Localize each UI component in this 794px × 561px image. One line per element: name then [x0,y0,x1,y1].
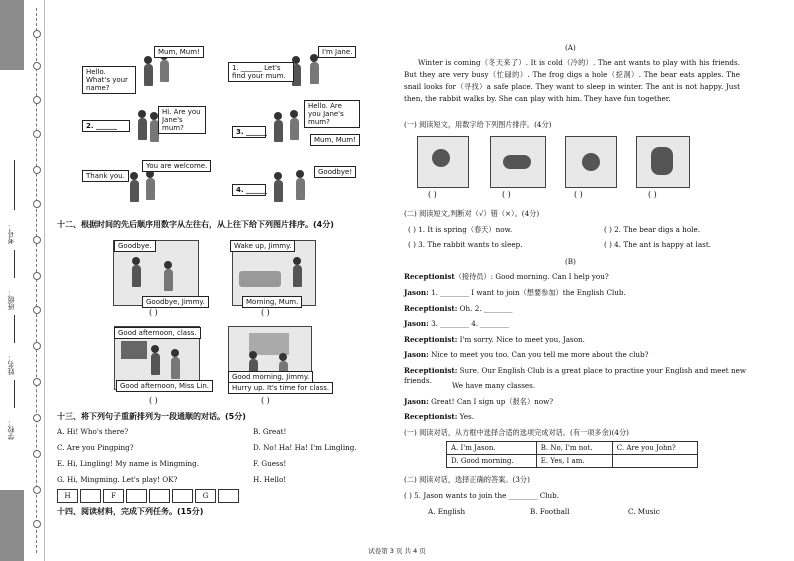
speech-bubble: Good afternoon, Miss Lin. [116,380,213,392]
order-picture-1 [417,136,469,188]
q11-comics [80,42,390,207]
line-text[interactable]: Oh. 2. ________ [457,304,513,313]
child-figure [160,60,169,82]
order-box[interactable] [80,489,101,503]
gutter-hole [33,166,41,174]
dialogue-line [404,335,744,345]
speech-bubble: I'm Jane. [318,46,356,58]
order-picture-3 [565,136,617,188]
q13-option-f: F. Guess! [253,459,287,468]
answer-paren[interactable]: ( ) [261,396,270,405]
option-d: D. Good morning. [447,455,537,468]
gutter-hole [33,450,41,458]
exam-number-field[interactable] [14,160,15,210]
child-figure [138,118,147,140]
speech-bubble: Hi. Are you Jane's mum? [158,106,206,134]
order-box[interactable] [218,489,239,503]
answer-bubble-4[interactable]: 4. ______ [232,184,266,196]
q13-order-boxes [55,487,241,505]
adult-figure [146,178,155,200]
dialogue-line [404,304,744,314]
child-head [144,56,152,64]
bear-shape [651,147,673,175]
dialogue-line [404,319,744,329]
answer-paren[interactable]: ( ) [149,396,158,405]
comic-panel-4 [230,100,390,146]
gutter-hole [33,200,41,208]
question-5[interactable]: ( ) 5. Jason wants to join the ________ Club. [404,491,560,500]
adult-head [132,257,140,265]
adult-figure [296,178,305,200]
q13-option-h: H. Hello! [253,475,287,484]
speech-bubble: Goodbye! [314,166,356,178]
speaker: Jason: [404,319,429,328]
dialogue-line [404,412,744,422]
child-figure [130,180,139,202]
adult-figure [293,265,302,287]
snail-shape [503,155,531,169]
speech-bubble: Mum, Mum! [154,46,204,58]
speaker: Receptionist: [404,304,458,313]
gutter-hole [33,130,41,138]
order-picture-4 [636,136,690,188]
child-head [274,172,282,180]
snail-shell-shape [582,153,600,171]
tf-item-1[interactable]: ( ) 1. It is spring（春天）now. [408,225,513,234]
passage-b-label: (B) [565,257,576,266]
line-text: : Good morning. Can I help you? [490,272,609,281]
child-figure [274,120,283,142]
dialogue-line [404,288,744,298]
gutter-hole [33,342,41,350]
line-text: Great! Can I sign up（报名）now? [428,397,554,406]
tf-item-2[interactable]: ( ) 2. The bear digs a hole. [604,225,700,234]
adult-head [293,257,301,265]
gutter-hole [33,272,41,280]
answer-paren[interactable]: ( ) [428,190,437,199]
speech-bubble: Thank you. [82,170,129,182]
line-text: I'm sorry. Nice to meet you, Jason. [457,335,585,344]
line-text: Nice to meet you too. Can you tell me more about the club? [428,350,649,359]
child-head [130,172,138,180]
class-label: 班级： [7,289,15,310]
gutter-hole [33,378,41,386]
speech-bubble: Hurry up. It's time for class. [228,382,333,394]
order-picture-2 [490,136,546,188]
q13-option-d: D. No! Ha! Ha! I'm Lingling. [253,443,357,452]
answer-paren[interactable]: ( ) [149,308,158,317]
page-footer: 试卷第 3 页 共 4 页 [368,547,426,555]
gutter-hole [33,520,41,528]
child-head [164,261,172,269]
dialogue-line [452,381,742,391]
passage-a-task2: (二) 阅读短文,判断对（√）错（×）。(4分) [404,209,540,218]
answer-bubble-1[interactable]: 1. ______ Let's find your mum. [228,62,294,82]
answer-paren[interactable]: ( ) [648,190,657,199]
child-head [279,353,287,361]
gutter-hole [33,414,41,422]
gutter-hole [33,486,41,494]
adult-head [150,112,158,120]
choice-c[interactable]: C. Music [628,507,660,516]
choice-b[interactable]: B. Football [530,507,570,516]
gutter-cut-line [36,8,37,553]
frog-shape [432,149,450,167]
child-figure [144,64,153,86]
gutter-hole [33,30,41,38]
name-field[interactable] [14,315,15,343]
line-text: Yes. [457,412,474,421]
child-figure [310,62,319,84]
adult-figure [290,118,299,140]
comic-panel-2 [230,42,390,90]
dialogue-line [404,272,744,282]
teacher-figure [151,353,160,375]
order-box[interactable]: F [103,489,124,503]
tf-item-3[interactable]: ( ) 3. The rabbit wants to sleep. [408,240,523,249]
order-box[interactable]: G [195,489,216,503]
q13-option-b: B. Great! [253,427,287,436]
line-text: Sure. Our English Club is a great place to practise your English and meet new friends. [404,366,747,385]
option-box [446,441,698,468]
option-b: B. No, I'm not. [536,442,612,455]
q13-title: 十三、将下列句子重新排列为一段通顺的对话。(5分) [57,412,246,421]
choice-a[interactable]: A. English [428,507,466,516]
comic-panel-3 [80,100,220,146]
speech-bubble: Hello. Are you Jane's mum? [304,100,360,128]
speech-bubble: Wake up, Jimmy. [230,240,295,252]
answer-bubble-3[interactable]: 3. ______ [232,126,266,138]
child-head [310,54,318,62]
gutter-hole [33,96,41,104]
gutter-block-top [0,0,24,70]
q14-title: 十四、阅读材料，完成下列任务。(15分) [57,507,204,516]
speech-bubble: Good morning, Jimmy. [228,371,313,383]
passage-b-task1: (一) 阅读对话，从方框中选择合适的选项完成对话。(有一项多余)(4分) [404,428,629,437]
adult-head [249,351,257,359]
passage-b-task2: (二) 阅读对话，选择正确的答案。(3分) [404,475,530,484]
speaker: Jason: [404,350,429,359]
speaker: Jason: [404,397,429,406]
answer-paren[interactable]: ( ) [502,190,511,199]
speaker-note: （接待员） [454,272,491,281]
option-empty [612,455,697,468]
comic-panel-1 [80,42,220,90]
name-label: 姓名： [7,354,15,375]
passage-a-task1: (一) 阅读短文，用数字给下列图片排序。(4分) [404,120,552,129]
adult-head [290,110,298,118]
teacher-head [151,345,159,353]
exam-number-label: 考号： [7,223,15,244]
comic-panel-6 [230,158,390,206]
order-box[interactable] [149,489,170,503]
answer-bubble-2[interactable]: 2. ______ [82,120,130,132]
gutter-hole [33,306,41,314]
school-label: 学校： [7,419,15,440]
line-text[interactable]: 3. ________ 4. ________ [428,319,510,328]
adult-head [296,170,304,178]
bed-shape [239,271,281,287]
q13-option-c: C. Are you Pingping? [57,443,134,452]
child-head [138,110,146,118]
answer-paren[interactable]: ( ) [574,190,583,199]
gutter-hole [33,62,41,70]
dialogue-line [404,350,744,360]
gutter-hole [33,236,41,244]
speaker: Receptionist [404,272,455,281]
class-field[interactable] [14,250,15,278]
child-figure [164,269,173,291]
q12-title: 十二、根据时间的先后顺序用数字从左往右，从上往下给下列图片排序。(4分) [57,220,334,229]
child-head [274,112,282,120]
q13-option-a: A. Hi! Who's there? [57,427,129,436]
q13-option-g: G. Hi, Mingming. Let's play! OK? [57,475,178,484]
speaker: Jason: [404,288,429,297]
speech-bubble: Goodbye, Jimmy. [142,296,209,308]
speech-bubble: Good afternoon, class. [114,327,201,339]
line-text[interactable]: 1. ________ I want to join（想要参加）the English Club. [428,288,626,297]
order-box[interactable]: H [57,489,78,503]
speaker: Receptionist: [404,366,458,375]
blackboard-shape [121,341,147,359]
answer-paren[interactable]: ( ) [261,308,270,317]
adult-figure [132,265,141,287]
order-box[interactable] [172,489,193,503]
speech-bubble: Mum, Mum! [310,134,360,146]
tf-item-4[interactable]: ( ) 4. The ant is happy at last. [604,240,712,249]
q13-option-e: E. Hi, Lingling! My name is Mingming. [57,459,200,468]
speech-bubble: Morning, Mum. [242,296,302,308]
line-text: We have many classes. [452,381,536,390]
passage-a-text: Winter is coming（冬天来了）. It is cold（冷的）. The ant wants to play with his friends. But they are very busy（忙碌的）. The frog digs a hole（挖洞）. The bear eats apples. The snail looks for（寻找）a safe place. They want to sleep in winter. The ant is not happy. Just then, the rabbit walks by. She can play with him. They have fun together. [404,58,740,103]
student-head [171,349,179,357]
speech-bubble: You are welcome. [142,160,211,172]
comic-panel-5 [80,158,220,206]
speech-bubble: Hello. What's your name? [82,66,136,94]
child-figure [274,180,283,202]
speaker: Receptionist: [404,335,458,344]
order-box[interactable] [126,489,147,503]
dialogue-line [404,397,744,407]
option-c: C. Are you John? [612,442,697,455]
school-field[interactable] [14,380,15,408]
speech-bubble: Goodbye. [114,240,156,252]
option-e: E. Yes, I am. [536,455,612,468]
option-a: A. I'm Jason. [447,442,537,455]
student-figure [171,357,180,379]
speaker: Receptionist: [404,412,458,421]
binding-gutter [0,0,45,561]
passage-a-label: (A) [565,43,576,52]
